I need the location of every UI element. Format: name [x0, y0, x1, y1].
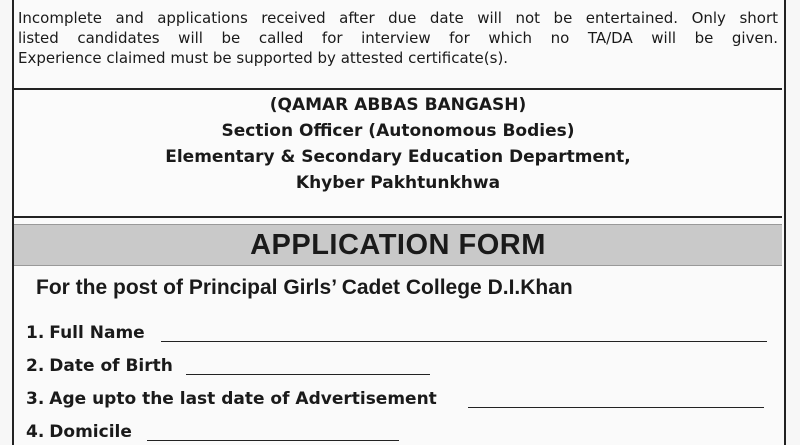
- field-label: Full Name: [49, 323, 145, 343]
- domicile-input[interactable]: [147, 440, 399, 441]
- age-input[interactable]: [468, 407, 764, 408]
- date-of-birth-input[interactable]: [186, 374, 430, 375]
- full-name-input[interactable]: [161, 341, 767, 342]
- signature-block: [14, 88, 782, 218]
- notice-line-3: Experience claimed must be supported by attested certificate(s).: [18, 49, 509, 67]
- field-date-of-birth: [26, 354, 173, 378]
- field-number: 4.: [26, 422, 45, 442]
- field-domicile: [26, 420, 132, 444]
- province-name: Khyber Pakhtunkhwa: [295, 173, 501, 193]
- application-form-heading: APPLICATION FORM: [14, 224, 782, 266]
- field-age: [26, 387, 437, 411]
- notice-cut-line: [14, 0, 782, 8]
- department-name: Elementary & Secondary Education Department,: [165, 147, 631, 167]
- officer-designation: Section Officer (Autonomous Bodies): [221, 121, 575, 141]
- post-title: For the post of Principal Girls’ Cadet College D.I.Khan: [36, 276, 573, 299]
- field-label: Date of Birth: [49, 356, 173, 376]
- notice-paragraph: [14, 0, 782, 68]
- field-number: 3.: [26, 389, 45, 409]
- officer-name: (QAMAR ABBAS BANGASH): [269, 95, 527, 115]
- notice-line-2: listed candidates will be called for interview for which no TA/DA will be given.: [18, 29, 778, 47]
- field-number: 2.: [26, 356, 45, 376]
- field-label: Age upto the last date of Advertisement: [49, 389, 437, 409]
- notice-line-1: Incomplete and applications received after due date will not be entertained. Only short: [18, 9, 778, 27]
- field-label: Domicile: [49, 422, 132, 442]
- field-full-name: [26, 321, 145, 345]
- field-number: 1.: [26, 323, 45, 343]
